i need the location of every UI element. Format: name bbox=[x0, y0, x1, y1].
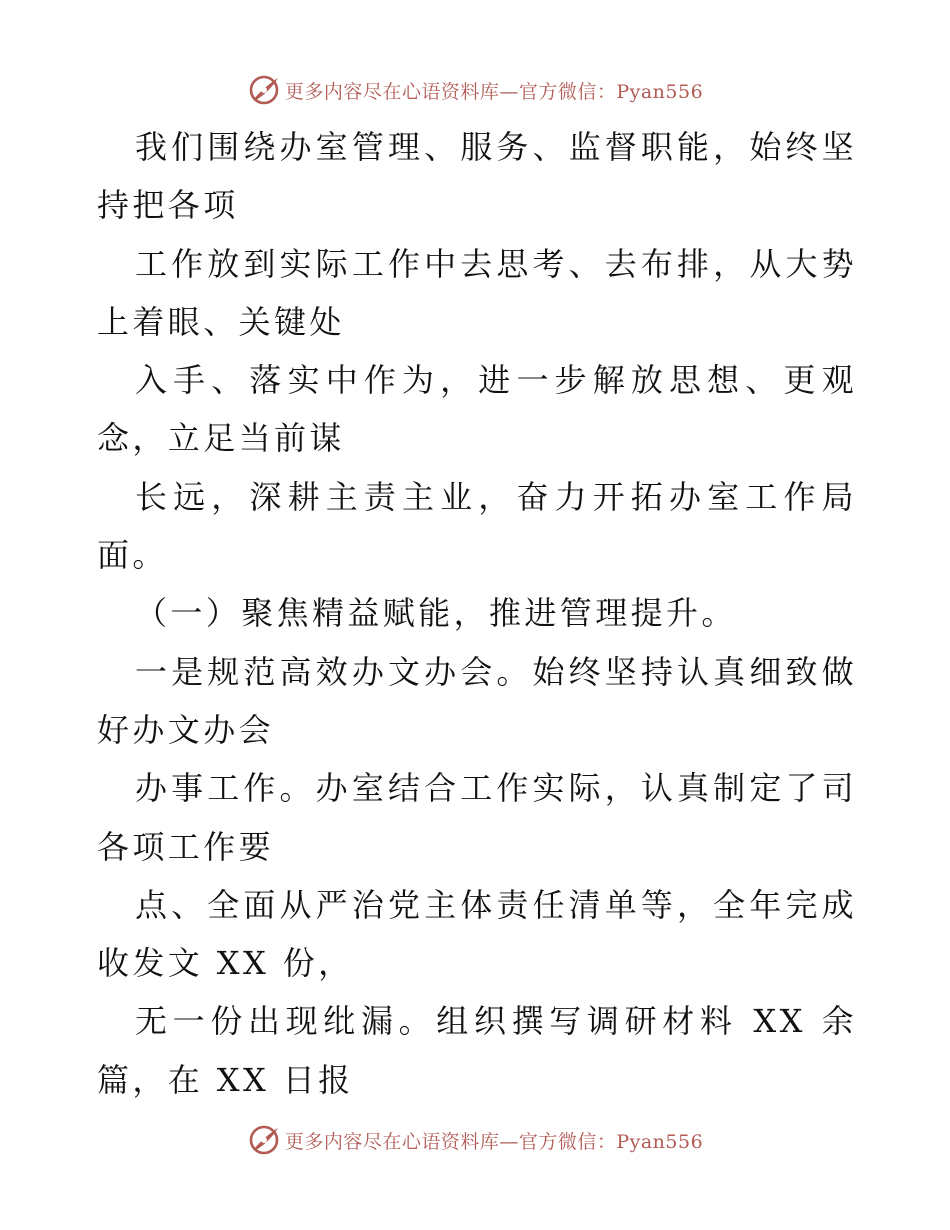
paragraph: 工作放到实际工作中去思考、去布排，从大势上着眼、关键处 bbox=[97, 244, 857, 341]
document-body bbox=[97, 118, 857, 1109]
feather-circle-icon bbox=[247, 1123, 281, 1157]
section-heading: （一）聚焦精益赋能，推进管理提升。 bbox=[135, 594, 737, 633]
watermark-text: 更多内容尽在心语资料库—官方微信：Pyan556 bbox=[284, 80, 704, 103]
paragraph: 办事工作。办室结合工作实际，认真制定了司各项工作要 bbox=[97, 769, 857, 866]
header-watermark bbox=[0, 70, 950, 110]
paragraph: 点、全面从严治党主体责任清单等，全年完成收发文 XX 份， bbox=[97, 885, 857, 983]
feather-circle-icon bbox=[247, 73, 281, 107]
paragraph: 长远，深耕主责主业，奋力开拓办室工作局面。 bbox=[97, 477, 857, 575]
footer-watermark bbox=[0, 1120, 950, 1160]
paragraph: 无一份出现纰漏。组织撰写调研材料 XX 余篇，在 XX 日报 bbox=[97, 1002, 857, 1099]
paragraph: 我们围绕办室管理、服务、监督职能，始终坚持把各项 bbox=[97, 128, 857, 225]
watermark-text: 更多内容尽在心语资料库—官方微信：Pyan556 bbox=[284, 1130, 704, 1153]
paragraph: 一是规范高效办文办会。始终坚持认真细致做好办文办会 bbox=[97, 652, 857, 749]
paragraph: 入手、落实中作为，进一步解放思想、更观念，立足当前谋 bbox=[97, 361, 857, 458]
